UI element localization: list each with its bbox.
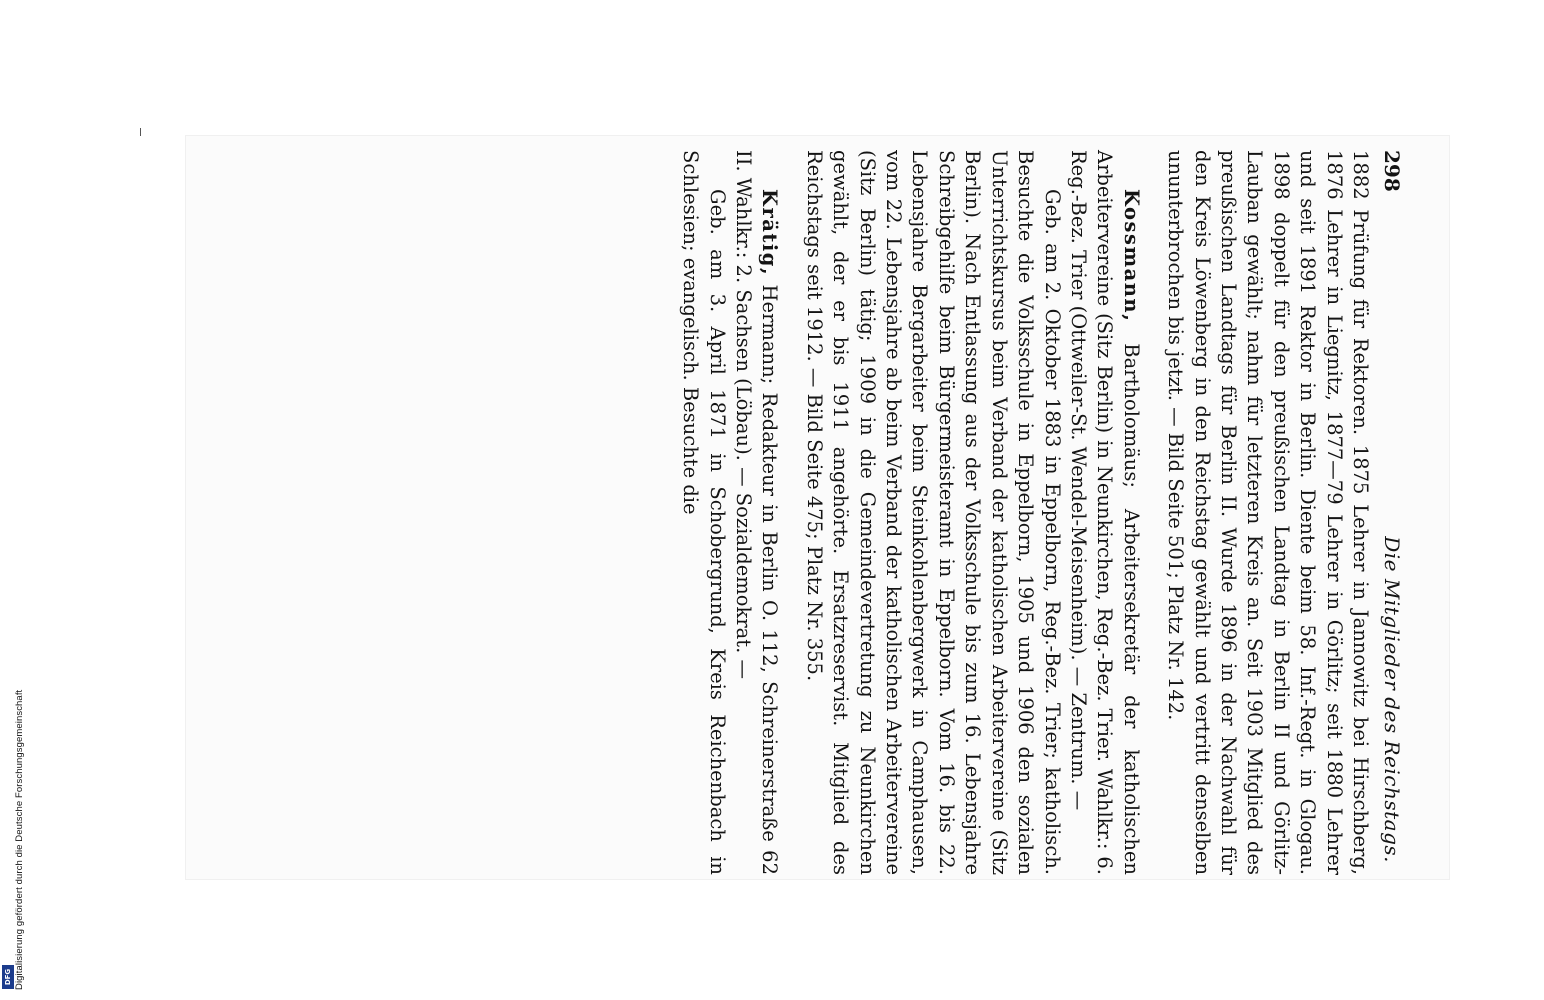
page-text-rotated <box>177 150 1407 875</box>
running-head-title: Die Mitglieder des Reichstags. <box>1380 536 1404 863</box>
entry-header <box>730 150 783 875</box>
member-name: Krätig, <box>758 189 782 277</box>
member-entry <box>1162 150 1373 875</box>
entry-header <box>1065 150 1144 875</box>
entry-paragraph: Geb. am 2. Oktober 1883 in Eppelborn, Reg.-Bez. Trier; katholisch. Besuchte die Volksschule in Eppelborn, 1905 und 1906 den sozialen Unterrichtskursus beim Verband der katholischen Arbeitervereine (Sitz Berlin). Nach Entlassung aus der Volksschule bis zum 16. Lebensjahre Schreibgehilfe beim Bürgermeisteramt in Eppelborn. Vom 16. bis 22. Lebensjahre Bergarbeiter beim Steinkohlenbergwerk in Camphausen, vom 22. Lebensjahre ab beim Verband der katholischen Arbeitervereine (Sitz Berlin) tätig; 1909 in die Gemeindevertretung zu Neunkirchen gewählt, der er bis 1911 angehörte. Ersatzreservist. Mitglied des Reichstags seit 1912. — Bild Seite 475; Platz Nr. 355. <box>802 150 1064 875</box>
member-entry <box>800 150 1143 875</box>
entry-paragraph: Geb. am 3. April 1871 in Schobergrund, Kreis Reichenbach in Schlesien; evangelisch. Besuchte die <box>679 150 729 875</box>
entry-paragraph: 1882 Prüfung für Rektoren. 1875 Lehrer in Jannowitz bei Hirschberg, 1876 Lehrer in Liegnitz, 1877—79 Lehrer in Görlitz; seit 1880 Lehrer und seit 1891 Rektor in Berlin. Diente beim 58. Inf.-Regt. in Glogau. 1898 doppelt für den preußischen Landtag in Berlin II und Görlitz-Lauban gewählt; nahm für letzteren Kreis an. Seit 1903 Mitglied des preußischen Landtags für Berlin II. Wurde 1896 in der Nachwahl für den Kreis Löwenberg in den Reichstag gewählt und vertritt denselben ununterbrochen bis jetzt. — Bild Seite 501; Platz Nr. 142. <box>1164 150 1372 875</box>
page-number: 298 <box>1380 150 1404 192</box>
credit-line: Digitalisierung gefördert durch die Deutsche Forschungsgemeinschaft <box>14 689 25 990</box>
member-name: Kossmann, <box>1119 189 1143 323</box>
gutter-mark <box>140 128 141 136</box>
running-head <box>1373 150 1407 875</box>
dfg-logo <box>2 965 14 989</box>
member-entry <box>677 150 783 875</box>
member-intro: Bartholomäus; Arbeitersekretär der katholischen Arbeitervereine (Sitz Berlin) in Neunkirchen, Reg.-Bez. Trier. Wahlkr.: 6. Reg.-Bez. Trier (Ottweiler-St. Wendel-Meisenheim). — Zentrum. — <box>1066 150 1143 875</box>
digitization-credit-strip <box>0 0 25 1000</box>
member-intro: Hermann; Redakteur in Berlin O. 112, Schreinerstraße 62 II. Wahlkr.: 2. Sachsen (Löbau). — Sozialdemokrat. — <box>732 150 782 875</box>
dfg-logo-text: DFG <box>4 968 12 986</box>
